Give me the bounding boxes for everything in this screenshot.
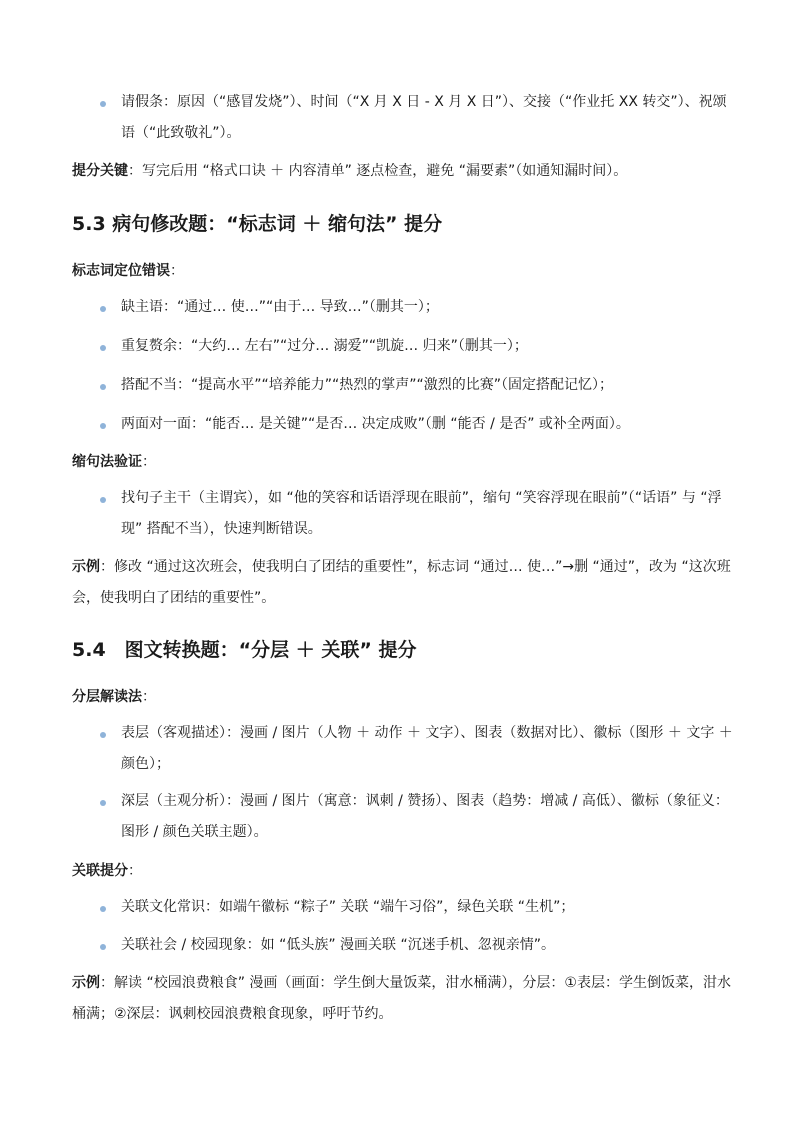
example-paragraph [72,552,732,614]
subheading [72,447,732,478]
bullet-icon [100,497,106,503]
bullet-icon [100,101,106,107]
bullet-icon [100,384,106,390]
subheading-label: 缩句法验证 [72,454,142,470]
list-item: 深层（主观分析）：漫画 / 图片（寓意：讽刺 / 赞扬）、图表（趋势：增减 / 高低）、徽标（象征义：图形 / 颜色关联主题）。 [121,793,729,840]
bullet-icon [100,345,106,351]
bullet-icon [100,944,106,950]
key-label: 提分关键 [72,163,128,179]
bullet-icon [100,423,106,429]
subheading [72,682,732,713]
bullet-icon [100,732,106,738]
bullet-icon [100,906,106,912]
bullet-icon [100,800,106,806]
example-text: ：解读 “校园浪费粮食” 漫画（画面：学生倒大量饭菜，泔水桶满），分层：①表层：学生倒饭菜，泔水桶满；②深层：讽刺校园浪费粮食现象，呼吁节约。 [72,975,731,1022]
list-item: 找句子主干（主谓宾），如 “他的笑容和话语浮现在眼前”，缩句 “笑容浮现在眼前”（“话语” 与 “浮现” 搭配不当），快速判断错误。 [121,490,722,537]
list-item: 重复赘余：“大约… 左右”“过分… 溺爱”“凯旋… 归来”（删其一）； [121,338,528,354]
example-paragraph [72,968,732,1030]
list-item: 搭配不当：“提高水平”“培养能力”“热烈的掌声”“激烈的比赛”（固定搭配记忆）； [121,377,614,393]
subheading-colon: ： [142,454,156,470]
key-text: ：写完后用 “格式口诀 ＋ 内容清单” 逐点检查，避免 “漏要素”（如通知漏时间）。 [128,163,628,179]
section-heading-5-4: 5.4 图文转换题：“分层 ＋ 关联” 提分 [72,639,417,661]
example-label: 示例 [72,559,100,575]
subheading [72,256,732,287]
subheading-label: 关联提分 [72,863,128,879]
subheading-label: 标志词定位错误 [72,263,170,279]
list-item: 缺主语：“通过… 使…”“由于… 导致…”（删其一）； [121,299,439,315]
subheading-colon: ： [170,263,184,279]
example-label: 示例 [72,975,100,991]
example-text: ：修改 “通过这次班会，使我明白了团结的重要性”，标志词 “通过… 使…”→删 “通过”，改为 “这次班会，使我明白了团结的重要性”。 [72,559,731,606]
bullet-icon [100,306,106,312]
subheading [72,856,732,887]
list-item: 表层（客观描述）：漫画 / 图片（人物 ＋ 动作 ＋ 文字）、图表（数据对比）、徽标（图形 ＋ 文字 ＋ 颜色）； [121,725,733,772]
subheading-colon: ： [128,863,142,879]
section-heading-5-3: 5.3 病句修改题：“标志词 ＋ 缩句法” 提分 [72,213,443,235]
list-item: 关联社会 / 校园现象：如 “低头族” 漫画关联 “沉迷手机、忽视亲情”。 [121,937,555,953]
list-item: 两面对一面：“能否… 是关键”“是否… 决定成败”（删 “能否 / 是否” 或补全两面）。 [121,416,630,432]
list-item: 请假条：原因（“感冒发烧”）、时间（“X 月 X 日 - X 月 X 日”）、交接（“作业托 XX 转交”）、祝颂语（“此致敬礼”）。 [121,94,727,141]
subheading-label: 分层解读法 [72,689,142,705]
subheading-colon: ： [142,689,156,705]
list-item: 关联文化常识：如端午徽标 “粽子” 关联 “端午习俗”，绿色关联 “生机”； [121,899,575,915]
key-paragraph [72,156,732,187]
